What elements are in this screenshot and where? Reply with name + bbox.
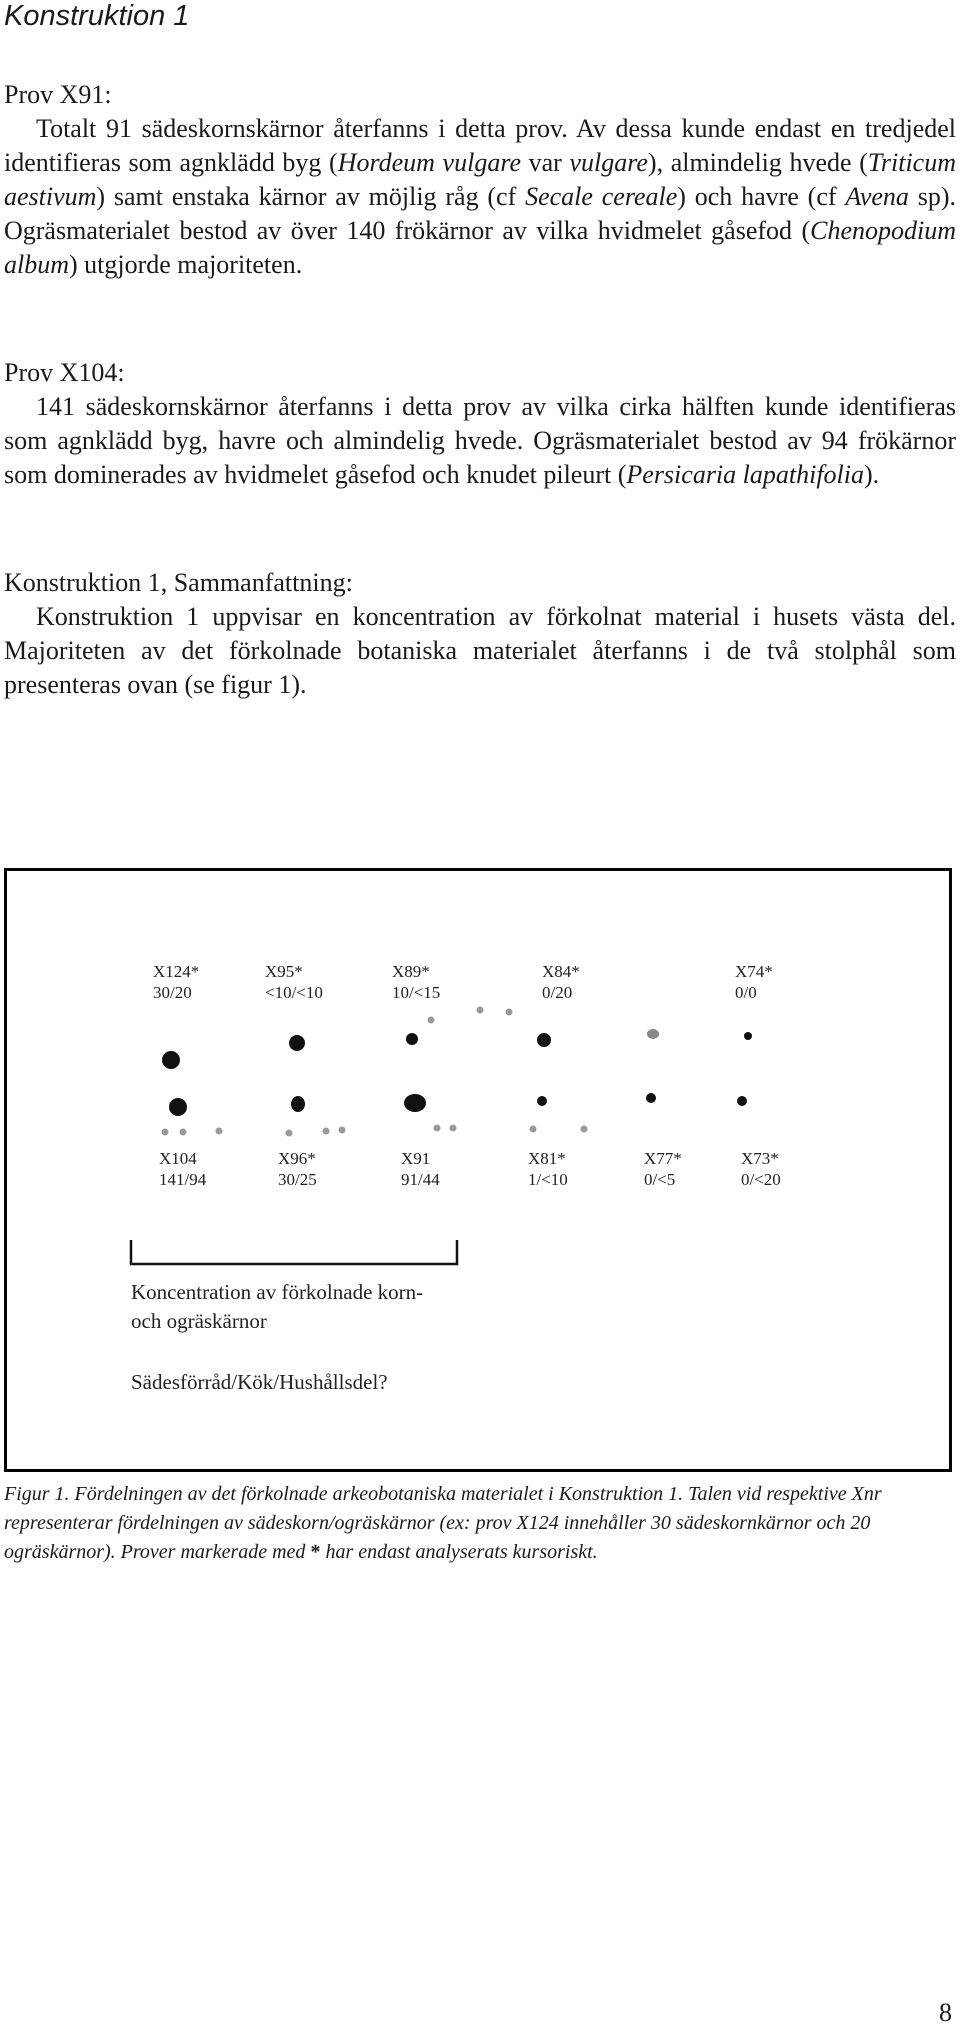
text-run: 141 sädeskornskärnor återfanns i detta prov av vilka cirka hälften kunde identifieras som agnklädd byg, havre och almindelig hvede. Ogräsmaterialet bestod av 94 frökärnor som dominerades av hvidmelet gåsefod och knudet pileurt ( [4,392,956,489]
sample-id-x104: X104 [159,1149,197,1168]
sample-value-x124: 30/20 [153,983,192,1002]
figure-1-plan [4,868,952,1472]
posthole-x95 [289,1035,305,1051]
legend-line-3: Sädesförråd/Kök/Hushållsdel? [131,1370,388,1394]
sample-value-x91: 91/44 [401,1170,440,1189]
posthole-x96 [291,1096,305,1112]
sample-id-x84: X84* [542,962,580,981]
posthole-x89 [406,1033,418,1045]
section-body [4,390,956,492]
text-run: Totalt 91 sädeskornskärnor återfanns i detta prov. Av dessa kunde endast en tredjedel identifieras som agnklädd byg ( [4,114,956,177]
text-run: ) utgjorde majoriteten. [69,250,303,279]
sample-value-x81: 1/<10 [528,1170,568,1189]
section-heading: Konstruktion 1, Sammanfattning: [4,568,353,597]
text-run: ), almindelig hvede ( [647,148,868,177]
sample-id-x73: X73* [741,1149,779,1168]
stone-mark [450,1125,457,1132]
italic-run: Avena [845,182,909,211]
text-run: ). [864,460,880,489]
italic-run: Hordeum vulgare [337,148,522,177]
posthole-x91 [404,1094,426,1112]
posthole-grey-top [647,1029,659,1039]
text-run: sp). Ogräsmaterialet bestod av över 140 frökärnor av vilka hvidmelet gåsefod ( [4,182,957,245]
sample-value-x104: 141/94 [159,1170,207,1189]
sample-id-x96: X96* [278,1149,316,1168]
stone-mark [162,1129,169,1136]
text-run: har endast analyserats kursoriskt. [320,1541,598,1563]
section-body [4,112,956,282]
stone-mark [428,1017,435,1024]
text-run: Figur 1. Fördelningen av det förkolnade arkeobotaniska materialet i Konstruktion 1. Talen vid respektive Xnr representerar fördelningen av sädeskorn/ogräskärnor (ex: prov X124 innehåller 30 sädeskornkärnor och 20 ogräskärnor). Prover markerade med [4,1483,882,1563]
text-run: * [310,1541,321,1563]
stone-mark [581,1126,588,1133]
posthole-x81 [537,1096,547,1106]
sample-id-x77: X77* [644,1149,682,1168]
stone-mark [216,1128,223,1135]
stone-mark [477,1007,484,1014]
italic-run: Chenopodium album [4,216,956,279]
legend-line-1: Koncentration av förkolnade korn- [131,1280,424,1304]
concentration-bracket [131,1240,457,1264]
section-body [4,600,956,702]
text-run: ) och havre (cf [677,182,846,211]
legend-line-2: och ogräskärnor [131,1309,267,1333]
sample-value-x95: <10/<10 [265,983,323,1002]
stone-mark [339,1127,346,1134]
page-number: 8 [939,1998,952,2027]
posthole-x104 [169,1098,187,1116]
sample-id-x81: X81* [528,1149,566,1168]
stone-mark [323,1128,330,1135]
sample-value-x96: 30/25 [278,1170,317,1189]
italic-run: Secale cereale [525,182,678,211]
text-run: ) samt enstaka kärnor av möjlig råg (cf [96,182,526,211]
italic-run: Triticum aestivum [4,148,956,211]
sample-id-x74: X74* [735,962,773,981]
stone-mark [530,1126,537,1133]
figure-caption [4,1480,956,1567]
italic-run: vulgare [569,148,648,177]
stone-mark [506,1009,513,1016]
posthole-x124 [162,1051,180,1069]
posthole-x84 [537,1033,551,1047]
sample-id-x95: X95* [265,962,303,981]
section-prov-x104 [4,356,956,492]
sample-id-x91: X91 [401,1149,431,1168]
sample-value-x89: 10/<15 [392,983,441,1002]
sample-id-x124: X124* [153,962,200,981]
posthole-x77 [646,1093,656,1103]
sample-value-x73: 0/<20 [741,1170,781,1189]
sample-value-x74: 0/0 [735,983,757,1002]
text-run: var [521,148,570,177]
text-run: Konstruktion 1 uppvisar en koncentration av förkolnat material i husets västa del. Majoriteten av det förkolnade botaniska materialet återfanns i de två stolphål som presenteras ovan (se figur 1). [4,602,956,699]
sample-id-x89: X89* [392,962,430,981]
sample-value-x77: 0/<5 [644,1170,676,1189]
posthole-x73 [737,1096,747,1106]
section-heading: Prov X91: [4,80,112,109]
sample-value-x84: 0/20 [542,983,573,1002]
posthole-x74 [744,1032,752,1040]
section-heading: Prov X104: [4,358,125,387]
figure-svg [7,871,949,1469]
italic-run: Persicaria lapathifolia [626,460,864,489]
stone-mark [180,1129,187,1136]
section-summary [4,566,956,702]
section-prov-x91 [4,78,956,282]
stone-mark [434,1125,441,1132]
page-header-title: Konstruktion 1 [4,0,190,32]
stone-mark [286,1130,293,1137]
